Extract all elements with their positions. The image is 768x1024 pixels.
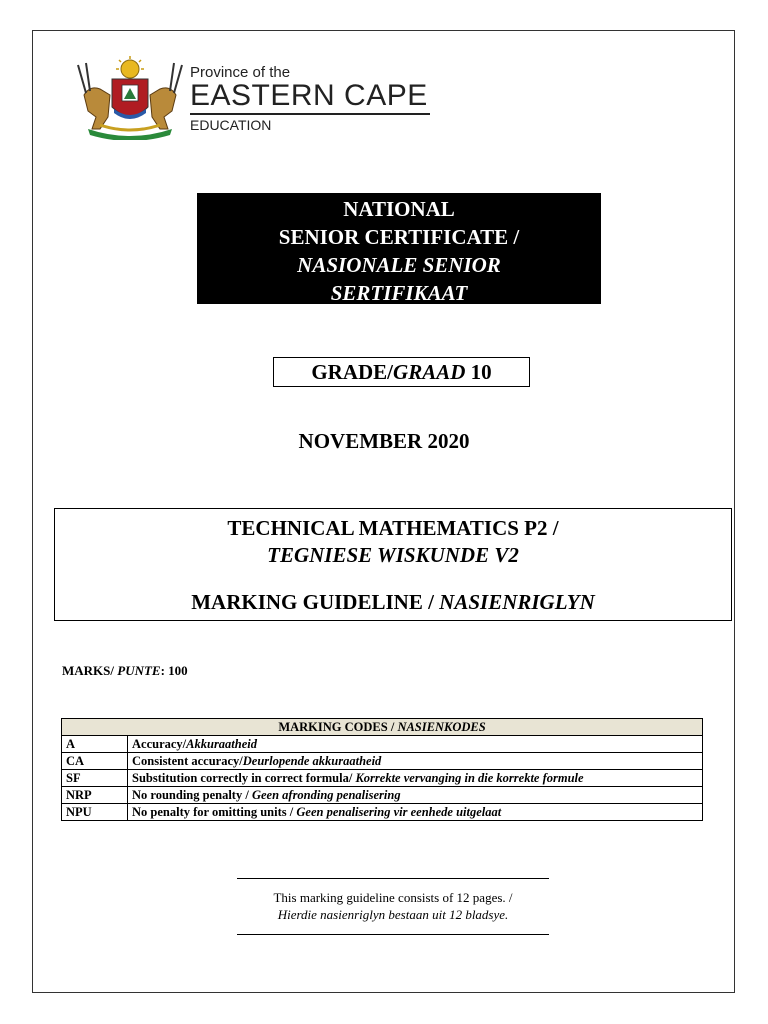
banner-line-4: SERTIFIKAAT: [330, 281, 468, 305]
code-cell: CA: [62, 753, 128, 770]
grade-box: [273, 357, 530, 387]
subject-box: [54, 508, 732, 621]
banner-line-3: NASIONALE SENIOR: [297, 253, 501, 277]
table-row: [62, 770, 703, 787]
banner-line-1: NATIONAL: [343, 197, 455, 221]
page-count-note: [237, 878, 549, 935]
code-cell: A: [62, 736, 128, 753]
logo-rule: [190, 113, 430, 115]
grade-label-af: GRAAD: [393, 360, 466, 384]
banner-line-2: SENIOR CERTIFICATE /: [278, 225, 520, 249]
guideline-af: NASIENRIGLYN: [439, 590, 595, 614]
description-cell: No rounding penalty / Geen afronding penalisering: [128, 787, 703, 804]
marks-label: MARKS/: [62, 663, 118, 678]
logo-province-text: Province of the: [190, 64, 291, 81]
code-cell: NPU: [62, 804, 128, 821]
logo-eastern-cape-text: EASTERN CAPE: [190, 79, 428, 112]
table-row: [62, 753, 703, 770]
marks-value: : 100: [160, 663, 188, 678]
table-row: [62, 736, 703, 753]
exam-date: NOVEMBER 2020: [298, 429, 470, 453]
codes-header-en: MARKING CODES /: [278, 719, 398, 734]
description-cell: No penalty for omitting units / Geen penalisering vir eenhede uitgelaat: [128, 804, 703, 821]
grade-label: GRADE/: [311, 360, 394, 384]
code-cell: SF: [62, 770, 128, 787]
coat-of-arms-icon: [70, 55, 190, 140]
table-row: [62, 804, 703, 821]
page-count-en: This marking guideline consists of 12 pages. /: [273, 890, 513, 905]
code-cell: NRP: [62, 787, 128, 804]
description-cell: Accuracy/Akkuraatheid: [128, 736, 703, 753]
guideline-title: [55, 589, 731, 616]
codes-header: [62, 719, 703, 736]
total-marks: [62, 663, 188, 679]
eastern-cape-logo: [70, 55, 440, 140]
certificate-banner: [197, 193, 601, 304]
logo-education-text: EDUCATION: [190, 117, 272, 133]
codes-header-af: NASIENKODES: [397, 719, 486, 734]
table-row: [62, 787, 703, 804]
marking-codes-table: [61, 718, 703, 821]
grade-number: 10: [465, 360, 492, 384]
page-count-af: Hierdie nasienriglyn bestaan uit 12 bladsye.: [277, 907, 509, 922]
guideline-en: MARKING GUIDELINE /: [191, 590, 440, 614]
subject-title: TECHNICAL MATHEMATICS P2 /: [227, 516, 559, 540]
marks-label-af: PUNTE: [117, 663, 161, 678]
subject-title-af: TEGNIESE WISKUNDE V2: [267, 543, 519, 567]
description-cell: Consistent accuracy/Deurlopende akkuraatheid: [128, 753, 703, 770]
description-cell: Substitution correctly in correct formula/ Korrekte vervanging in die korrekte formule: [128, 770, 703, 787]
